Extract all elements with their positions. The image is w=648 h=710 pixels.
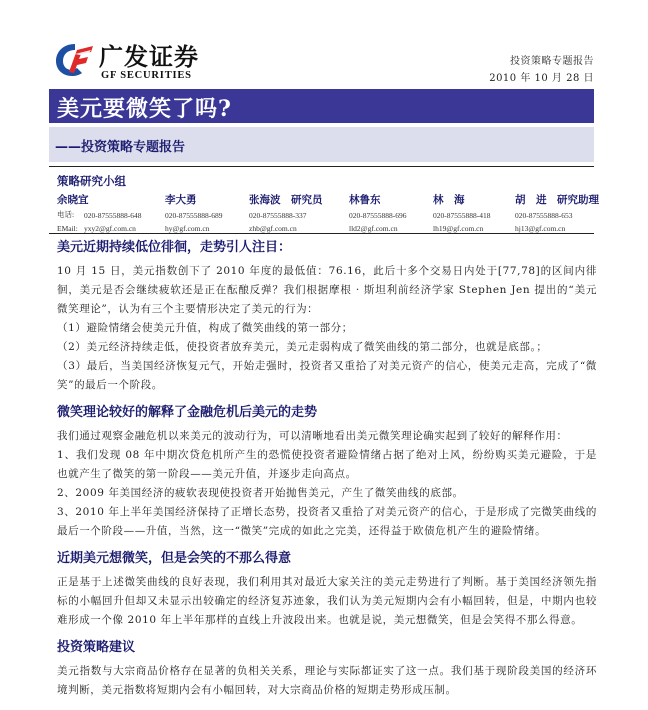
team-title: 策略研究小组 bbox=[57, 174, 126, 188]
member-name: 林 海 bbox=[433, 194, 465, 206]
member-email[interactable]: yxy2@gf.com.cn bbox=[84, 224, 136, 233]
paragraph: （1）避险情绪会使美元升值，构成了微笑曲线的第一部分； bbox=[57, 322, 353, 334]
gf-logo-icon bbox=[55, 42, 95, 78]
member-email[interactable]: hy@gf.com.cn bbox=[165, 224, 210, 233]
member-tel: 020-87555888-696 bbox=[349, 211, 407, 220]
tel-label: 电话: bbox=[57, 210, 75, 219]
paragraph: （2）美元经济持续走低，使投资者放弃美元，美元走弱构成了微笑曲线的第二部分，也就是底部。； bbox=[57, 341, 548, 353]
member-name: 胡 进 研究助理 bbox=[515, 194, 599, 206]
member-tel: 020-87555888-653 bbox=[515, 211, 573, 220]
research-team-box bbox=[49, 166, 599, 234]
section-outlook bbox=[57, 549, 597, 630]
member-email[interactable]: lh19@gf.com.cn bbox=[433, 224, 484, 233]
member-name: 余晓宜 bbox=[57, 194, 89, 206]
member-tel: 020-87555888-648 bbox=[84, 211, 142, 220]
paragraph: 2、2009 年美国经济的疲软表现使投资者开始抛售美元，产生了微笑曲线的底部。 bbox=[57, 487, 464, 499]
section-heading: 美元近期持续低位徘徊，走势引人注目： bbox=[57, 240, 292, 255]
report-subtitle: ——投资策略专题报告 bbox=[55, 140, 186, 155]
section-heading: 投资策略建议 bbox=[57, 640, 136, 655]
paragraph: 10 月 15 日，美元指数创下了 2010 年度的最低值：76.16，此后十多个交易日内处于[77,78]的区间内徘徊，美元是否会继续疲软还是正在酝酿反弹？我们根据摩根 · 斯坦利前经济学家 Stephen Jen 提出的“美元微笑理论”，认为有三个主要情形决定了美元的行为： bbox=[57, 265, 597, 315]
section-dollar-low bbox=[57, 238, 597, 395]
section-strategy bbox=[57, 638, 597, 700]
report-title: 美元要微笑了吗? bbox=[57, 96, 232, 122]
logo-english-text: GF SECURITIES bbox=[101, 70, 192, 81]
member-email[interactable]: hj13@gf.com.cn bbox=[515, 224, 566, 233]
paragraph: 我们通过观察金融危机以来美元的波动行为，可以清晰地看出美元微笑理论确实起到了较好的解释作用： bbox=[57, 430, 568, 442]
gf-securities-logo bbox=[55, 42, 235, 82]
paragraph: 正是基于上述微笑曲线的良好表现，我们利用其对最近大家关注的美元走势进行了判断。基于美国经济领先指标的小幅回升但却又未显示出较确定的经济复苏迹象，我们认为美元短期内会有小幅回转，但是，中期内也较难形成一个像 2010 年上半年那样的直线上升波段出来。也就是说，美元想微笑，但是会笑得不那么得意。 bbox=[57, 576, 597, 626]
member-email[interactable]: lld2@gf.com.cn bbox=[349, 224, 398, 233]
paragraph: 1、我们发现 08 年中期次贷危机所产生的恐慌使投资者避险情绪占据了绝对上风，纷纷购买美元避险，于是也就产生了微笑的第一阶段——美元升值，并逐步走向高点。 bbox=[57, 449, 597, 480]
email-label: EMail: bbox=[57, 224, 78, 233]
member-tel: 020-87555888-418 bbox=[433, 211, 491, 220]
paragraph: （3）最后，当美国经济恢复元气，开始走强时，投资者又重拾了对美元资产的信心，使美元走高，完成了“微笑”的最后一个阶段。 bbox=[57, 360, 597, 391]
subtitle-bar bbox=[49, 127, 594, 162]
team-member bbox=[515, 192, 599, 233]
member-email[interactable]: zhb@gf.com.cn bbox=[249, 224, 297, 233]
report-date: 2010 年 10 月 28 日 bbox=[489, 73, 594, 84]
section-heading: 微笑理论较好的解释了金融危机后美元的走势 bbox=[57, 405, 318, 420]
team-member bbox=[57, 192, 142, 233]
paragraph: 3、2010 年上半年美国经济保持了正增长态势，投资者又重拾了对美元资产的信心，于是形成了完微笑曲线的最后一个阶段——升值，当然，这一“微笑”完成的如此之完美，还得益于欧债危机产生的避险情绪。 bbox=[57, 506, 597, 537]
report-type: 投资策略专题报告 bbox=[510, 56, 594, 67]
team-member bbox=[349, 192, 407, 233]
title-bar bbox=[49, 89, 594, 123]
team-member bbox=[433, 192, 491, 233]
member-name: 张海波 研究员 bbox=[249, 194, 323, 206]
report-header bbox=[0, 0, 648, 88]
section-smile-theory bbox=[57, 403, 597, 541]
team-member bbox=[249, 192, 323, 233]
report-body bbox=[57, 238, 597, 700]
paragraph: 美元指数与大宗商品价格存在显著的负相关关系，理论与实际都证实了这一点。我们基于现阶段美国的经济环境判断，美元指数将短期内会有小幅回转，对大宗商品价格的短期走势形成压制。 bbox=[57, 665, 597, 696]
logo-chinese-text: 广发证券 bbox=[99, 43, 199, 71]
member-tel: 020-87555888-337 bbox=[249, 211, 307, 220]
member-tel: 020-87555888-689 bbox=[165, 211, 223, 220]
member-name: 林鲁东 bbox=[349, 194, 381, 206]
section-heading: 近期美元想微笑，但是会笑的不那么得意 bbox=[57, 551, 292, 566]
team-member bbox=[165, 192, 223, 233]
member-name: 李大勇 bbox=[165, 194, 197, 206]
